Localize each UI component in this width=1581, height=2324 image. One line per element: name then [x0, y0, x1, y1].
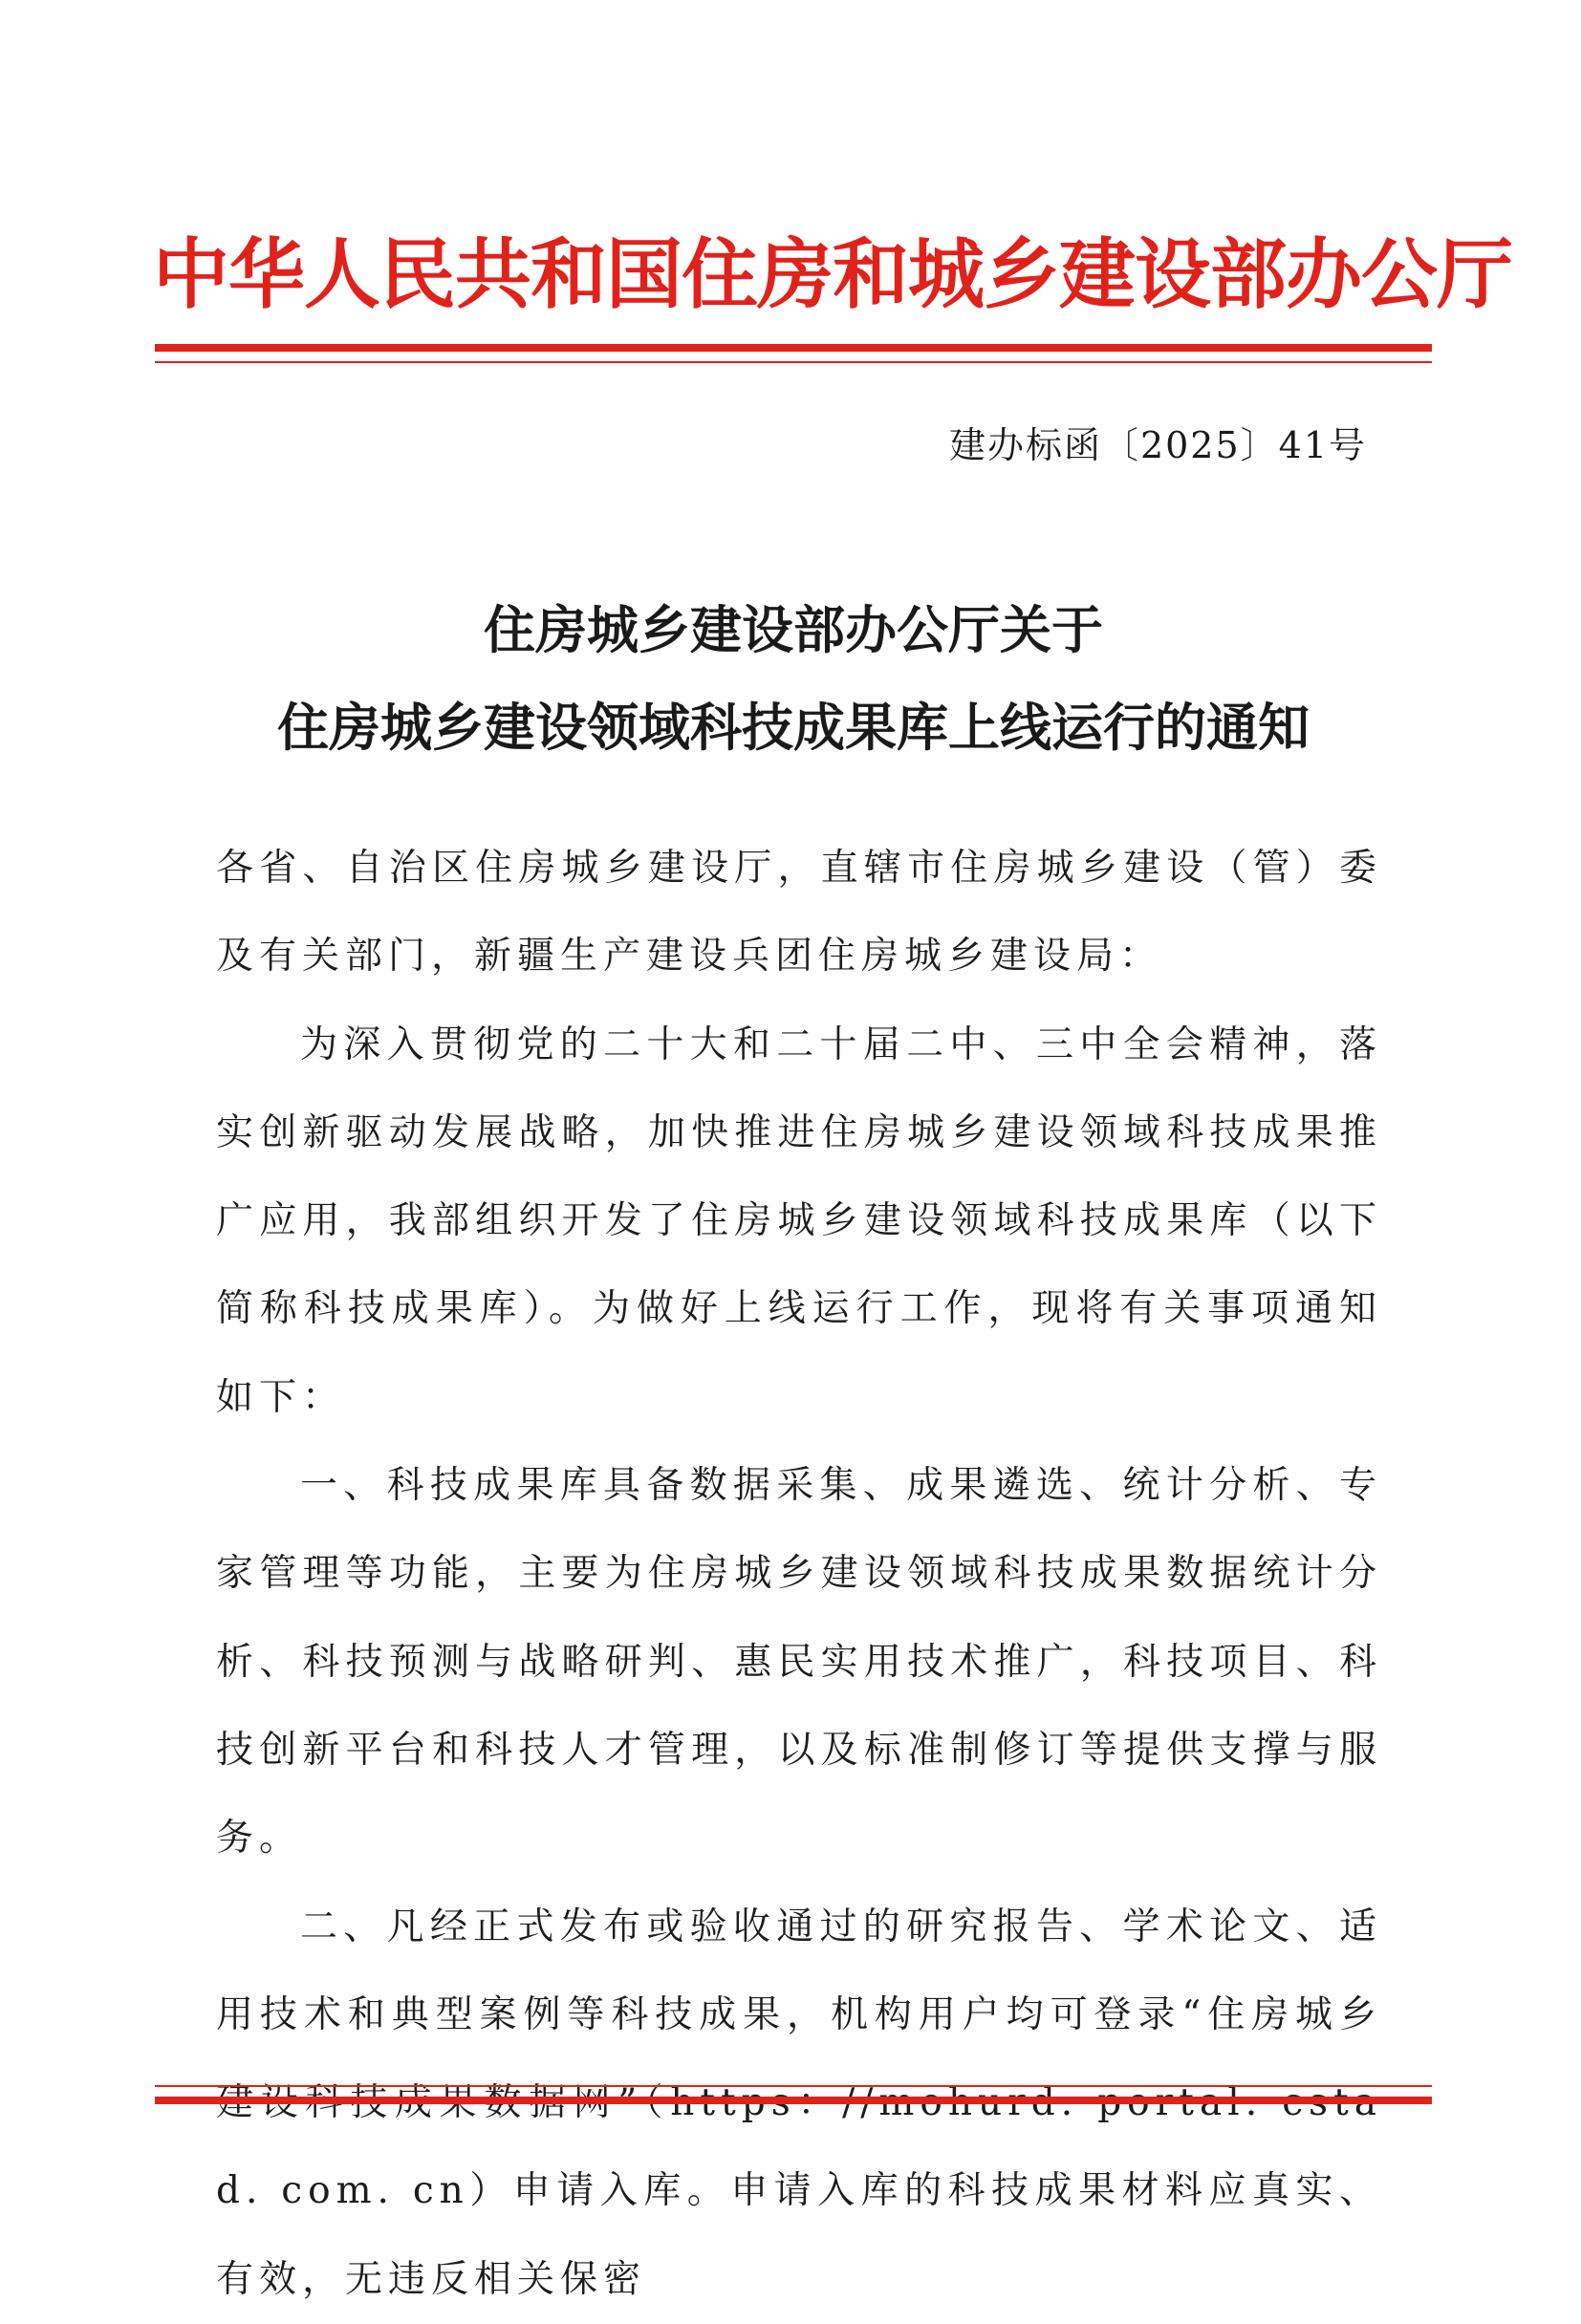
document-title-line-2: 住房城乡建设领域科技成果库上线运行的通知 — [277, 698, 1310, 758]
document-title-line-1: 住房城乡建设部办公厅关于 — [484, 600, 1103, 660]
footer-rule-thick — [155, 2097, 1432, 2104]
letterhead-issuer: 中华人民共和国住房和城乡建设部办公厅 — [153, 230, 1512, 319]
letterhead-rule-thick — [155, 344, 1432, 352]
body-paragraph-intro: 为深入贯彻党的二十大和二十届二中、三中全会精神，落实创新驱动发展战略，加快推进住房城乡建设领域科技成果推广应用，我部组织开发了住房城乡建设领域科技成果库（以下简称科技成果库）。为做好上线运行工作，现将有关事项通知如下： — [216, 1022, 1382, 1419]
letterhead-rule-thin — [155, 361, 1432, 363]
body-paragraph-item-2: 二、凡经正式发布或验收通过的研究报告、学术论文、适用技术和典型案例等科技成果，机构用户均可登录“住房城乡 d. com. cn）申请入库。申请入库的科技成果材料应真实、有效，无违反相关保密 — [216, 1904, 1382, 2301]
body-paragraph-item-1: 一、科技成果库具备数据采集、成果遴选、统计分析、专家管理等功能，主要为住房城乡建设领域科技成果数据统计分析、科技预测与战略研判、惠民实用技术推广，科技项目、科技创新平台和科技人才管理，以及标准制修订等提供支撑与服务。 — [216, 1464, 1382, 1861]
document-number: 建办标函〔2025〕41号 — [948, 424, 1367, 466]
footer-rule-thin — [155, 2085, 1432, 2087]
addressees: 各省、自治区住房城乡建设厅，直辖市住房城乡建设（管）委及有关部门，新疆生产建设兵团住房城乡建设局： — [216, 847, 1382, 979]
